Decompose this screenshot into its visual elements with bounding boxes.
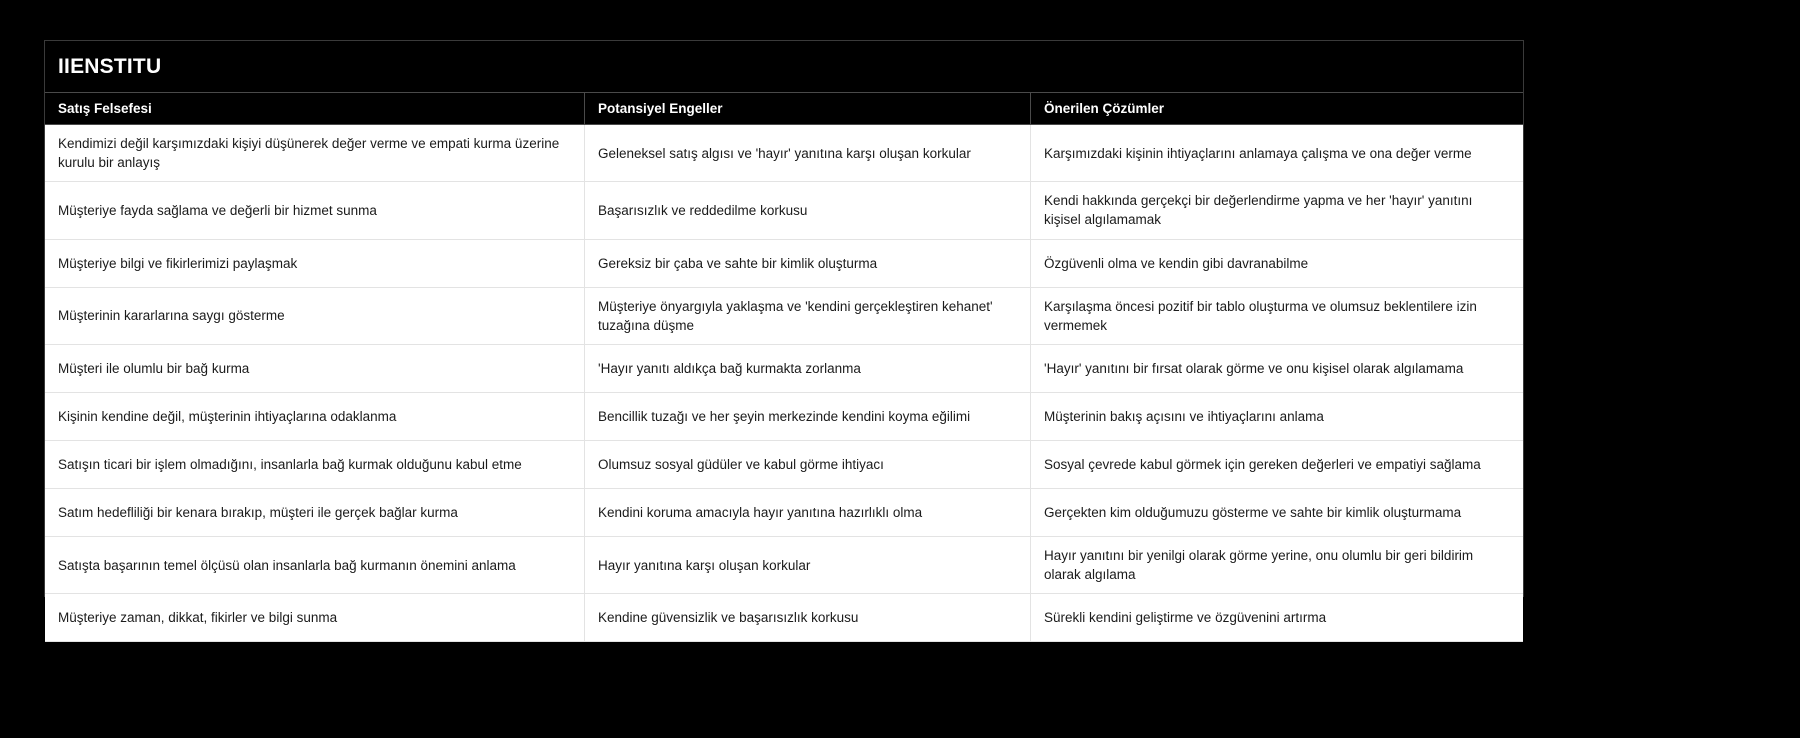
table-row xyxy=(45,182,1523,239)
table-row xyxy=(45,537,1523,594)
cell-potential-barrier: Başarısızlık ve reddedilme korkusu xyxy=(584,182,1030,238)
table-row xyxy=(45,594,1523,642)
cell-sales-philosophy: Satışta başarının temel ölçüsü olan insanlarla bağ kurmanın önemini anlama xyxy=(58,557,516,573)
cell-sales-philosophy: Kendimizi değil karşımızdaki kişiyi düşünerek değer verme ve empati kurma üzerine kurulu bir anlayış xyxy=(58,136,560,171)
cell-suggested-solution: Özgüvenli olma ve kendin gibi davranabilme xyxy=(1030,240,1523,287)
cell-sales-philosophy: Satım hedefliliği bir kenara bırakıp, müşteri ile gerçek bağlar kurma xyxy=(58,504,458,520)
cell-potential-barrier: 'Hayır yanıtı aldıkça bağ kurmakta zorlanma xyxy=(584,345,1030,392)
table-body xyxy=(45,125,1523,642)
cell-potential-barrier: Hayır yanıtına karşı oluşan korkular xyxy=(584,537,1030,593)
column-header-potential-barriers: Potansiyel Engeller xyxy=(584,93,1030,124)
column-header-sales-philosophy: Satış Felsefesi xyxy=(58,101,152,116)
table-row xyxy=(45,393,1523,441)
cell-potential-barrier: Gereksiz bir çaba ve sahte bir kimlik oluşturma xyxy=(584,240,1030,287)
cell-suggested-solution: 'Hayır' yanıtını bir fırsat olarak görme ve onu kişisel olarak algılamama xyxy=(1030,345,1523,392)
table-row xyxy=(45,288,1523,345)
table-row xyxy=(45,441,1523,489)
cell-sales-philosophy: Müşteri ile olumlu bir bağ kurma xyxy=(58,360,250,376)
table-row xyxy=(45,240,1523,288)
comparison-table-card xyxy=(44,40,1524,626)
cell-suggested-solution: Kendi hakkında gerçekçi bir değerlendirme yapma ve her 'hayır' yanıtını kişisel algılamamak xyxy=(1030,182,1523,238)
cell-potential-barrier: Kendini koruma amacıyla hayır yanıtına hazırlıklı olma xyxy=(584,489,1030,536)
table-header-row xyxy=(45,93,1523,125)
cell-potential-barrier: Kendine güvensizlik ve başarısızlık korkusu xyxy=(584,594,1030,641)
cell-suggested-solution: Gerçekten kim olduğumuzu gösterme ve sahte bir kimlik oluşturmama xyxy=(1030,489,1523,536)
column-header-suggested-solutions: Önerilen Çözümler xyxy=(1030,93,1523,124)
cell-suggested-solution: Sosyal çevrede kabul görmek için gereken değerleri ve empatiyi sağlama xyxy=(1030,441,1523,488)
brand-titlebar xyxy=(45,41,1523,93)
table-row xyxy=(45,489,1523,537)
cell-potential-barrier: Müşteriye önyargıyla yaklaşma ve 'kendini gerçekleştiren kehanet' tuzağına düşme xyxy=(584,288,1030,344)
cell-sales-philosophy: Müşteriye zaman, dikkat, fikirler ve bilgi sunma xyxy=(58,610,338,626)
cell-sales-philosophy: Müşterinin kararlarına saygı gösterme xyxy=(58,308,285,324)
cell-potential-barrier: Olumsuz sosyal güdüler ve kabul görme ihtiyacı xyxy=(584,441,1030,488)
cell-potential-barrier: Bencillik tuzağı ve her şeyin merkezinde kendini koyma eğilimi xyxy=(584,393,1030,440)
cell-suggested-solution: Karşımızdaki kişinin ihtiyaçlarını anlamaya çalışma ve ona değer verme xyxy=(1030,125,1523,181)
cell-sales-philosophy: Müşteriye fayda sağlama ve değerli bir hizmet sunma xyxy=(58,202,377,218)
cell-suggested-solution: Karşılaşma öncesi pozitif bir tablo oluşturma ve olumsuz beklentilere izin vermemek xyxy=(1030,288,1523,344)
cell-suggested-solution: Hayır yanıtını bir yenilgi olarak görme yerine, onu olumlu bir geri bildirim olarak algılama xyxy=(1030,537,1523,593)
cell-sales-philosophy: Kişinin kendine değil, müşterinin ihtiyaçlarına odaklanma xyxy=(58,408,397,424)
cell-potential-barrier: Geleneksel satış algısı ve 'hayır' yanıtına karşı oluşan korkular xyxy=(584,125,1030,181)
cell-suggested-solution: Müşterinin bakış açısını ve ihtiyaçlarını anlama xyxy=(1030,393,1523,440)
cell-sales-philosophy: Müşteriye bilgi ve fikirlerimizi paylaşmak xyxy=(58,255,298,271)
cell-suggested-solution: Sürekli kendini geliştirme ve özgüvenini artırma xyxy=(1030,594,1523,641)
brand-title: IIENSTITU xyxy=(58,55,162,78)
cell-sales-philosophy: Satışın ticari bir işlem olmadığını, insanlarla bağ kurmak olduğunu kabul etme xyxy=(58,456,522,472)
table-row xyxy=(45,125,1523,182)
table-row xyxy=(45,345,1523,393)
